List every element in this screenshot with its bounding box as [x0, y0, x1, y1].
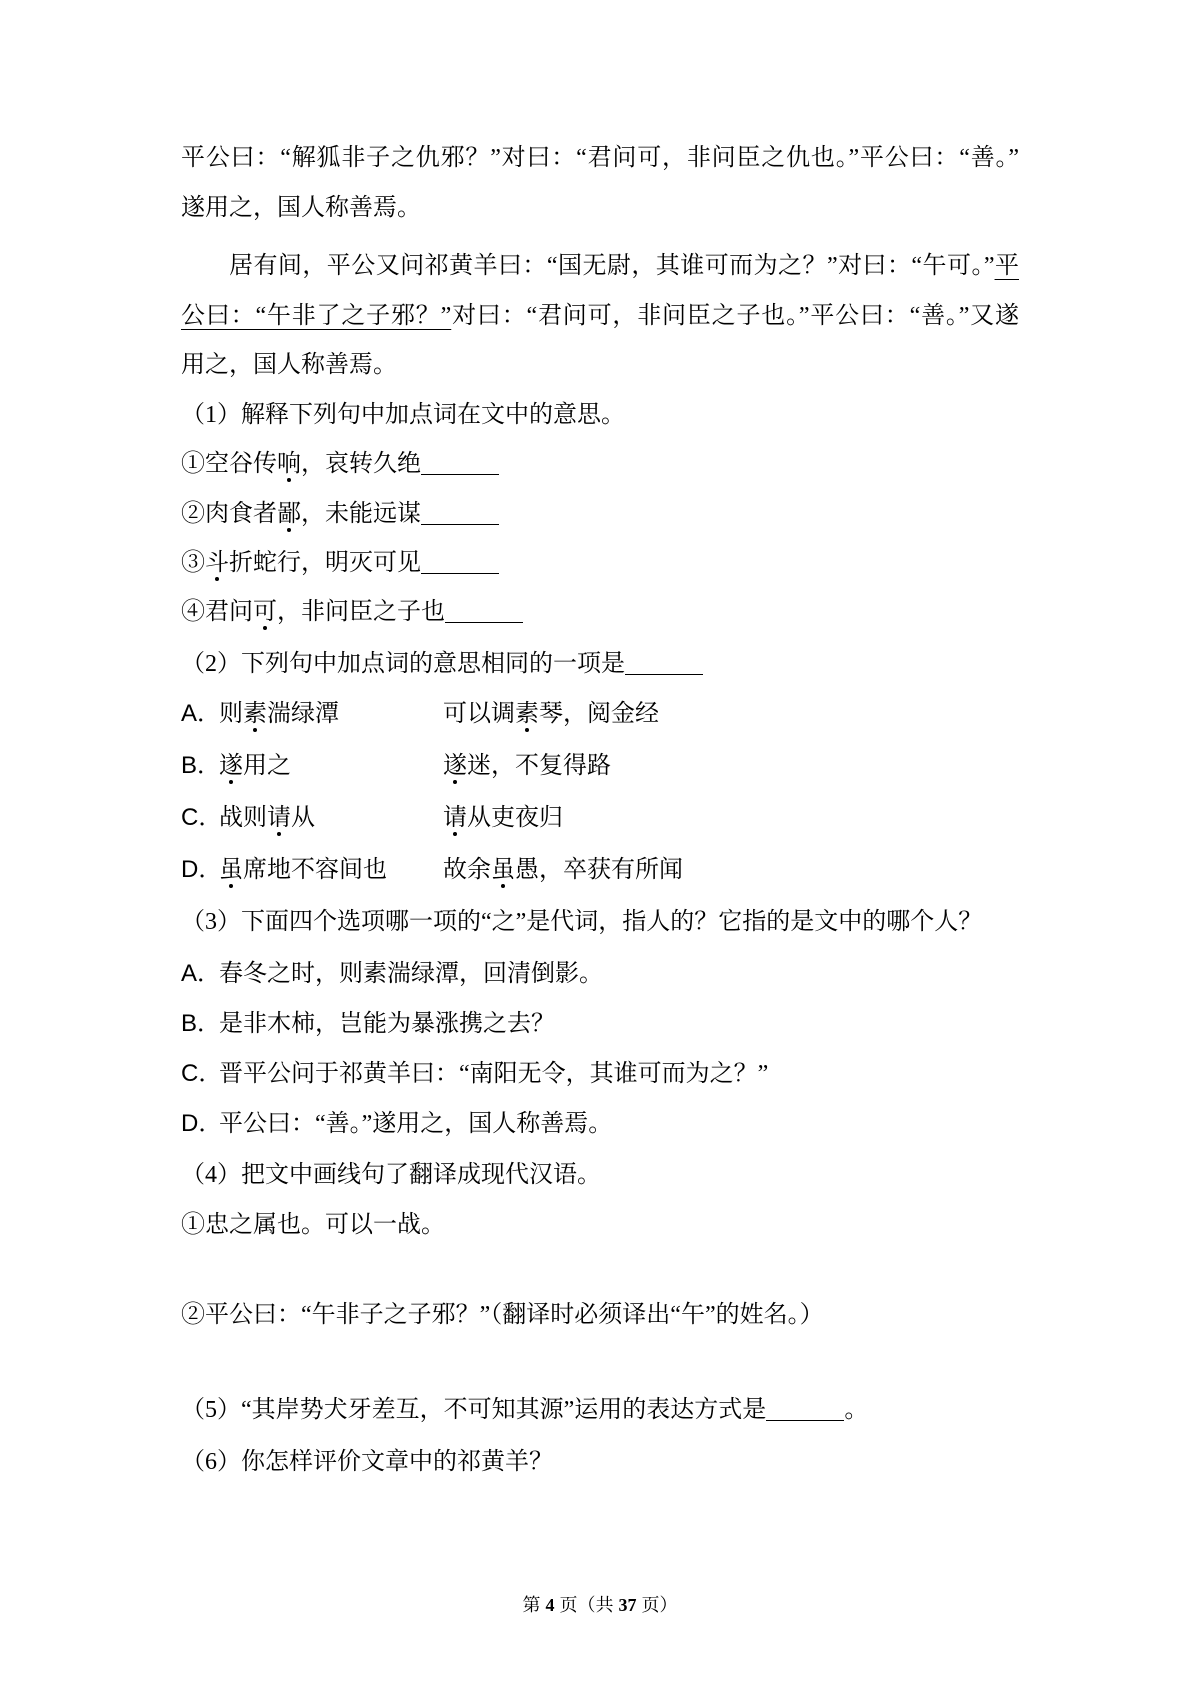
passage-line: 用之，国人称善焉。: [181, 352, 397, 378]
emphasized-char: 斗: [205, 545, 229, 581]
underlined-sentence: 平: [994, 253, 1019, 279]
underlined-sentence: 公曰：“午非了之子邪？”: [181, 303, 452, 329]
passage-line: 遂用之，国人称善焉。: [181, 195, 421, 221]
passage-text: 对曰：“君问可，非问臣之子也。”平公曰：“善。”又遂: [451, 303, 1019, 329]
footer-text: 页）: [641, 1595, 678, 1615]
item-text: ③: [181, 550, 205, 576]
option-label: C．: [181, 804, 223, 831]
option-text: 则: [219, 701, 243, 727]
option-compare-text: [443, 852, 683, 888]
stem-text: （2）下列句中加点词的意思相同的一项是: [181, 651, 625, 677]
question-2-option-c: [181, 800, 563, 836]
page-number: 4: [545, 1595, 555, 1615]
question-2-option-b: [181, 748, 611, 784]
question-3-option-c: [181, 1056, 768, 1092]
answer-blank: [421, 500, 499, 525]
item-text: ④君问: [181, 599, 253, 625]
option-text: 晋平公问于祁黄羊曰：“南阳无令，其谁可而为之？”: [219, 1061, 769, 1087]
page-total: 37: [618, 1595, 637, 1615]
stem-text: 。: [844, 1397, 869, 1423]
footer-text: 页（共: [559, 1595, 614, 1615]
page-footer: [0, 1592, 1200, 1618]
emphasized-char: 鄙: [277, 496, 301, 532]
question-5-stem: [181, 1392, 868, 1428]
option-label: B．: [181, 752, 222, 779]
question-1-item: [181, 545, 499, 581]
option-text: 席地不容间也: [243, 857, 387, 883]
question-4-item: ①忠之属也。可以一战。: [181, 1212, 445, 1238]
emphasized-char: 虽: [491, 852, 515, 888]
passage-text: 居有间，平公又问祁黄羊曰：“国无尉，其谁可而为之？”对曰：“午可。”: [229, 253, 995, 279]
passage-line: 平公曰：“解狐非子之仇邪？”对曰：“君问可，非问臣之仇也。”平公曰：“善。”: [181, 145, 1019, 171]
option-text: 平公曰：“善。”遂用之，国人称善焉。: [219, 1111, 613, 1137]
item-text: ①空谷传: [181, 451, 277, 477]
question-1-item: [181, 594, 523, 630]
question-4-stem: （4）把文中画线句了翻译成现代汉语。: [181, 1162, 601, 1188]
option-text: 从吏夜归: [467, 805, 563, 831]
option-text: 迷，不复得路: [467, 753, 611, 779]
option-text: 用之: [243, 753, 291, 779]
emphasized-char: 素: [515, 696, 539, 732]
option-text: 战则: [219, 805, 267, 831]
option-compare-text: [443, 800, 563, 836]
option-label: D．: [181, 1110, 223, 1137]
question-3-stem: （3）下面四个选项哪一项的“之”是代词，指人的？它指的是文中的哪个人？: [181, 909, 983, 935]
option-compare-text: [443, 748, 611, 784]
emphasized-char: 遂: [443, 748, 467, 784]
answer-blank: [625, 650, 703, 675]
option-text: 春冬之时，则素湍绿潭，回清倒影。: [219, 961, 603, 987]
question-3-option-d: [181, 1106, 612, 1142]
footer-text: 第: [522, 1595, 541, 1615]
emphasized-char: 遂: [219, 748, 243, 784]
option-text: 愚，卒获有所闻: [515, 857, 683, 883]
answer-blank: [421, 450, 499, 475]
question-3-option-a: [181, 956, 603, 992]
question-2-option-a: [181, 696, 659, 732]
question-3-option-b: [181, 1006, 555, 1042]
emphasized-char: 请: [443, 800, 467, 836]
question-1-item: [181, 446, 499, 482]
question-4-item: ②平公曰：“午非子之子邪？”（翻译时必须译出“午”的姓名。）: [181, 1302, 824, 1328]
emphasized-char: 素: [243, 696, 267, 732]
emphasized-char: 虽: [219, 852, 243, 888]
question-2-stem: [181, 646, 703, 682]
item-text: ②肉食者: [181, 501, 277, 527]
emphasized-char: 响: [277, 446, 301, 482]
question-1-item: [181, 496, 499, 532]
option-text: 琴，阅金经: [539, 701, 659, 727]
option-label: A．: [181, 700, 222, 727]
passage-line: [181, 298, 1019, 334]
option-text: 是非木柿，岂能为暴涨携之去？: [219, 1011, 555, 1037]
passage-line: [229, 248, 1019, 284]
option-label: A．: [181, 960, 222, 987]
option-label: C．: [181, 1060, 223, 1087]
question-6-stem: （6）你怎样评价文章中的祁黄羊？: [181, 1449, 553, 1475]
answer-blank: [421, 549, 499, 574]
option-label: B．: [181, 1010, 222, 1037]
answer-blank: [445, 598, 523, 623]
stem-text: （5）“其岸势犬牙差互，不可知其源”运用的表达方式是: [181, 1397, 767, 1423]
emphasized-char: 请: [267, 800, 291, 836]
option-text: 可以调: [443, 701, 515, 727]
item-text: 折蛇行，明灭可见: [229, 550, 421, 576]
answer-blank: [766, 1396, 844, 1421]
item-text: ，非问臣之子也: [277, 599, 445, 625]
question-2-option-d: [181, 852, 683, 888]
emphasized-char: 可: [253, 594, 277, 630]
option-text: 湍绿潭: [267, 701, 339, 727]
option-compare-text: [443, 696, 659, 732]
option-label: D．: [181, 856, 223, 883]
option-text: 故余: [443, 857, 491, 883]
item-text: ，哀转久绝: [301, 451, 421, 477]
option-text: 从: [291, 805, 315, 831]
question-1-stem: （1）解释下列句中加点词在文中的意思。: [181, 402, 625, 428]
item-text: ，未能远谋: [301, 501, 421, 527]
